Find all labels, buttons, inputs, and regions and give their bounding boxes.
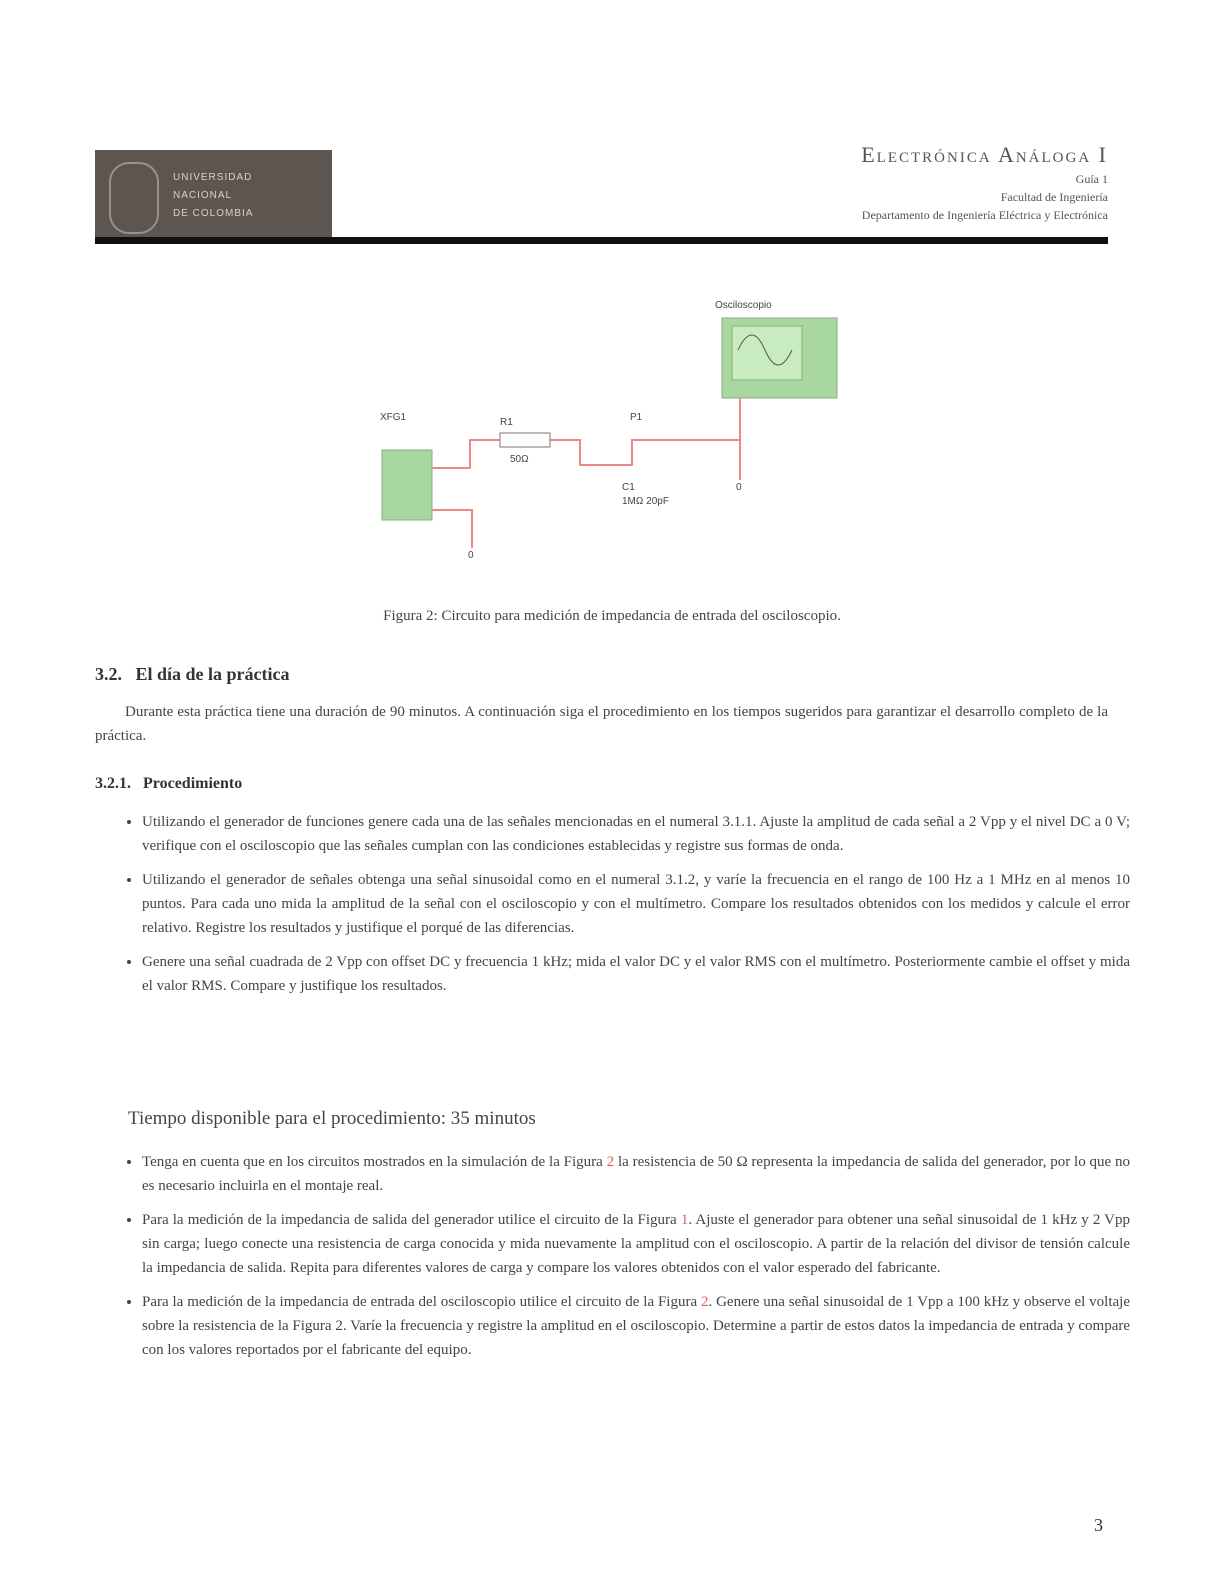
text: . Genere una señal sinusoidal de 1 Vpp a 100 kHz y observe el voltaje sobre la resistencia de la Figura 2. Varíe la frecuencia y registre la amplitud en el osciloscopio. Determine a partir de estos datos la impedancia de entrada y compare con los valores reportados por el fabricante del equipo. [142,1294,1130,1358]
list-item [142,1290,1130,1362]
list-item: • Utilizando el generador de señales obtenga una señal sinusoidal como en el numeral 3.1.2, y varíe la frecuencia en el rango de 100 Hz a 1 MHz en al menos 10 puntos. Para cada uno mida la amplitud de la señal con el osciloscopio y con el multímetro. Compare los resultados obtenidos con los medidos y calcule el error relativo. Registre los resultados y justifique el porqué de las diferencias. [142,868,1130,940]
text: Tenga en cuenta que en los circuitos mostrados en la simulación de la Figura [142,1154,607,1170]
faculty-label: Facultad de Ingeniería [1000,190,1108,204]
subsection-number: 3.2.1. [95,775,131,792]
subsection-title: Procedimiento [143,775,243,792]
logo-text: DE COLOMBIA [173,208,254,219]
cap-label: C1 [622,482,635,493]
source-label: XFG1 [380,412,407,423]
section-title: El día de la práctica [135,664,290,684]
university-logo [95,150,332,244]
header-rule [95,237,1108,244]
list-item: • Genere una señal cuadrada de 2 Vpp con offset DC y frecuencia 1 kHz; mida el valor DC y el valor RMS con el multímetro. Posteriormente cambie el offset y mida el valor RMS. Compare y justifique los resultados. [142,950,1130,998]
probe-label: P1 [630,412,643,423]
resistor-value: 50Ω [510,454,529,465]
logo-text: UNIVERSIDAD [173,172,253,183]
text: Para la medición de la impedancia de salida del generador utilice el circuito de la Figura [142,1212,681,1228]
wire [432,398,740,468]
figure-link[interactable]: 2 [700,1294,709,1310]
ground-label: 0 [736,482,742,493]
figure-link[interactable]: 1 [680,1212,689,1228]
scope-label: Osciloscopio [715,300,772,311]
time-heading: Tiempo disponible para el procedimiento: 35 minutos [128,1108,536,1129]
list-item [142,1208,1130,1280]
list-item: • Utilizando el generador de funciones genere cada una de las señales mencionadas en el numeral 3.1.1. Ajuste la amplitud de cada señal a 2 Vpp y el nivel DC a 0 V; verifique con el osciloscopio que las señales cumplan con las condiciones establecidas y registre sus formas de onda. [142,810,1130,858]
section-number: 3.2. [95,664,122,684]
course-title: Electrónica Análoga I [861,142,1108,167]
department-label: Departamento de Ingeniería Eléctrica y Electrónica [861,208,1108,222]
seal-icon [109,162,159,234]
intro-paragraph: Durante esta práctica tiene una duración de 90 minutos. A continuación siga el procedimiento en los tiempos sugeridos para garantizar el desarrollo completo de la práctica. [95,704,1108,744]
logo-text: NACIONAL [173,190,233,201]
practice-label: Guía 1 [1075,172,1108,186]
page-number: 3 [1094,1515,1103,1535]
section-heading [95,664,290,685]
circuit-figure [360,290,860,570]
resistor-icon [500,433,550,447]
cap-value: 1MΩ 20pF [622,496,669,507]
function-generator-icon [382,450,432,520]
text: . Ajuste el generador para obtener una señal sinusoidal de 1 kHz y 2 Vpp sin carga; luego conecte una resistencia de carga conocida y mida nuevamente la amplitud con el osciloscopio. A partir de la relación del divisor de tensión calcule la impedancia de salida. Repita para diferentes valores de carga y compare los valores obtenidos con el valor esperado del fabricante. [142,1212,1131,1276]
resistor-label: R1 [500,417,513,428]
ground-label: 0 [468,550,474,561]
text: la resistencia de 50 Ω representa la impedancia de salida del generador, por lo que no es necesario incluirla en el montaje real. [142,1154,1130,1194]
figure-caption: Figura 2: Circuito para medición de impedancia de entrada del osciloscopio. [383,608,841,624]
procedure-list [120,810,1130,1008]
additional-list [120,1150,1130,1372]
wire [432,510,472,548]
figure-link[interactable]: 2 [606,1154,615,1170]
text: Para la medición de la impedancia de entrada del osciloscopio utilice el circuito de la Figura [142,1294,701,1310]
subsection-heading [95,775,242,793]
list-item [142,1150,1130,1198]
